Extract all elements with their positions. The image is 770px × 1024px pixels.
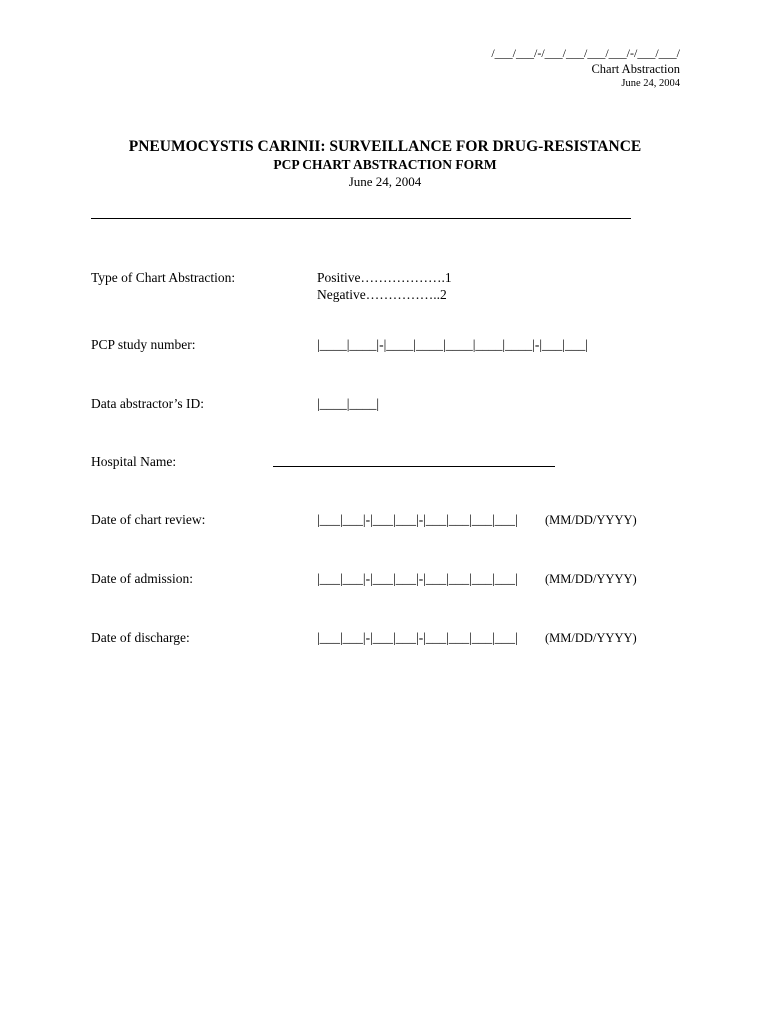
admission-date-format: (MM/DD/YYYY) [545, 572, 637, 586]
hospital-name-field[interactable] [273, 466, 555, 467]
discharge-date-format: (MM/DD/YYYY) [545, 631, 637, 645]
admission-date-label: Date of admission: [91, 571, 193, 586]
discharge-date-label: Date of discharge: [91, 630, 190, 645]
type-label: Type of Chart Abstraction: [91, 270, 236, 285]
form-title: PNEUMOCYSTIS CARINII: SURVEILLANCE FOR DRUG-RESISTANCE [128, 138, 642, 155]
discharge-date-boxes[interactable]: |___|___|-|___|___|-|___|___|___|___| [317, 630, 518, 645]
chart-review-date-boxes[interactable]: |___|___|-|___|___|-|___|___|___|___| [317, 512, 518, 527]
chart-review-date-format: (MM/DD/YYYY) [545, 513, 637, 527]
header-code-boxes: /___/___/-/___/___/___/___/-/___/___/ [491, 46, 680, 60]
abstractor-id-boxes[interactable]: |____|____| [317, 396, 380, 411]
header-doc-name: Chart Abstraction [591, 62, 680, 76]
hospital-name-label: Hospital Name: [91, 454, 177, 469]
chart-review-date-label: Date of chart review: [91, 512, 206, 527]
type-option-negative[interactable]: Negative……………..2 [317, 287, 447, 302]
type-option-positive[interactable]: Positive……………….1 [317, 270, 452, 285]
form-subtitle: PCP CHART ABSTRACTION FORM [273, 157, 497, 172]
title-divider [91, 218, 631, 219]
study-number-label: PCP study number: [91, 337, 196, 352]
header-doc-date: June 24, 2004 [621, 78, 680, 89]
abstractor-id-label: Data abstractor’s ID: [91, 396, 204, 411]
admission-date-boxes[interactable]: |___|___|-|___|___|-|___|___|___|___| [317, 571, 518, 586]
study-number-boxes[interactable]: |____|____|-|____|____|____|____|____|-|___|___| [317, 337, 588, 352]
form-date: June 24, 2004 [348, 174, 422, 189]
